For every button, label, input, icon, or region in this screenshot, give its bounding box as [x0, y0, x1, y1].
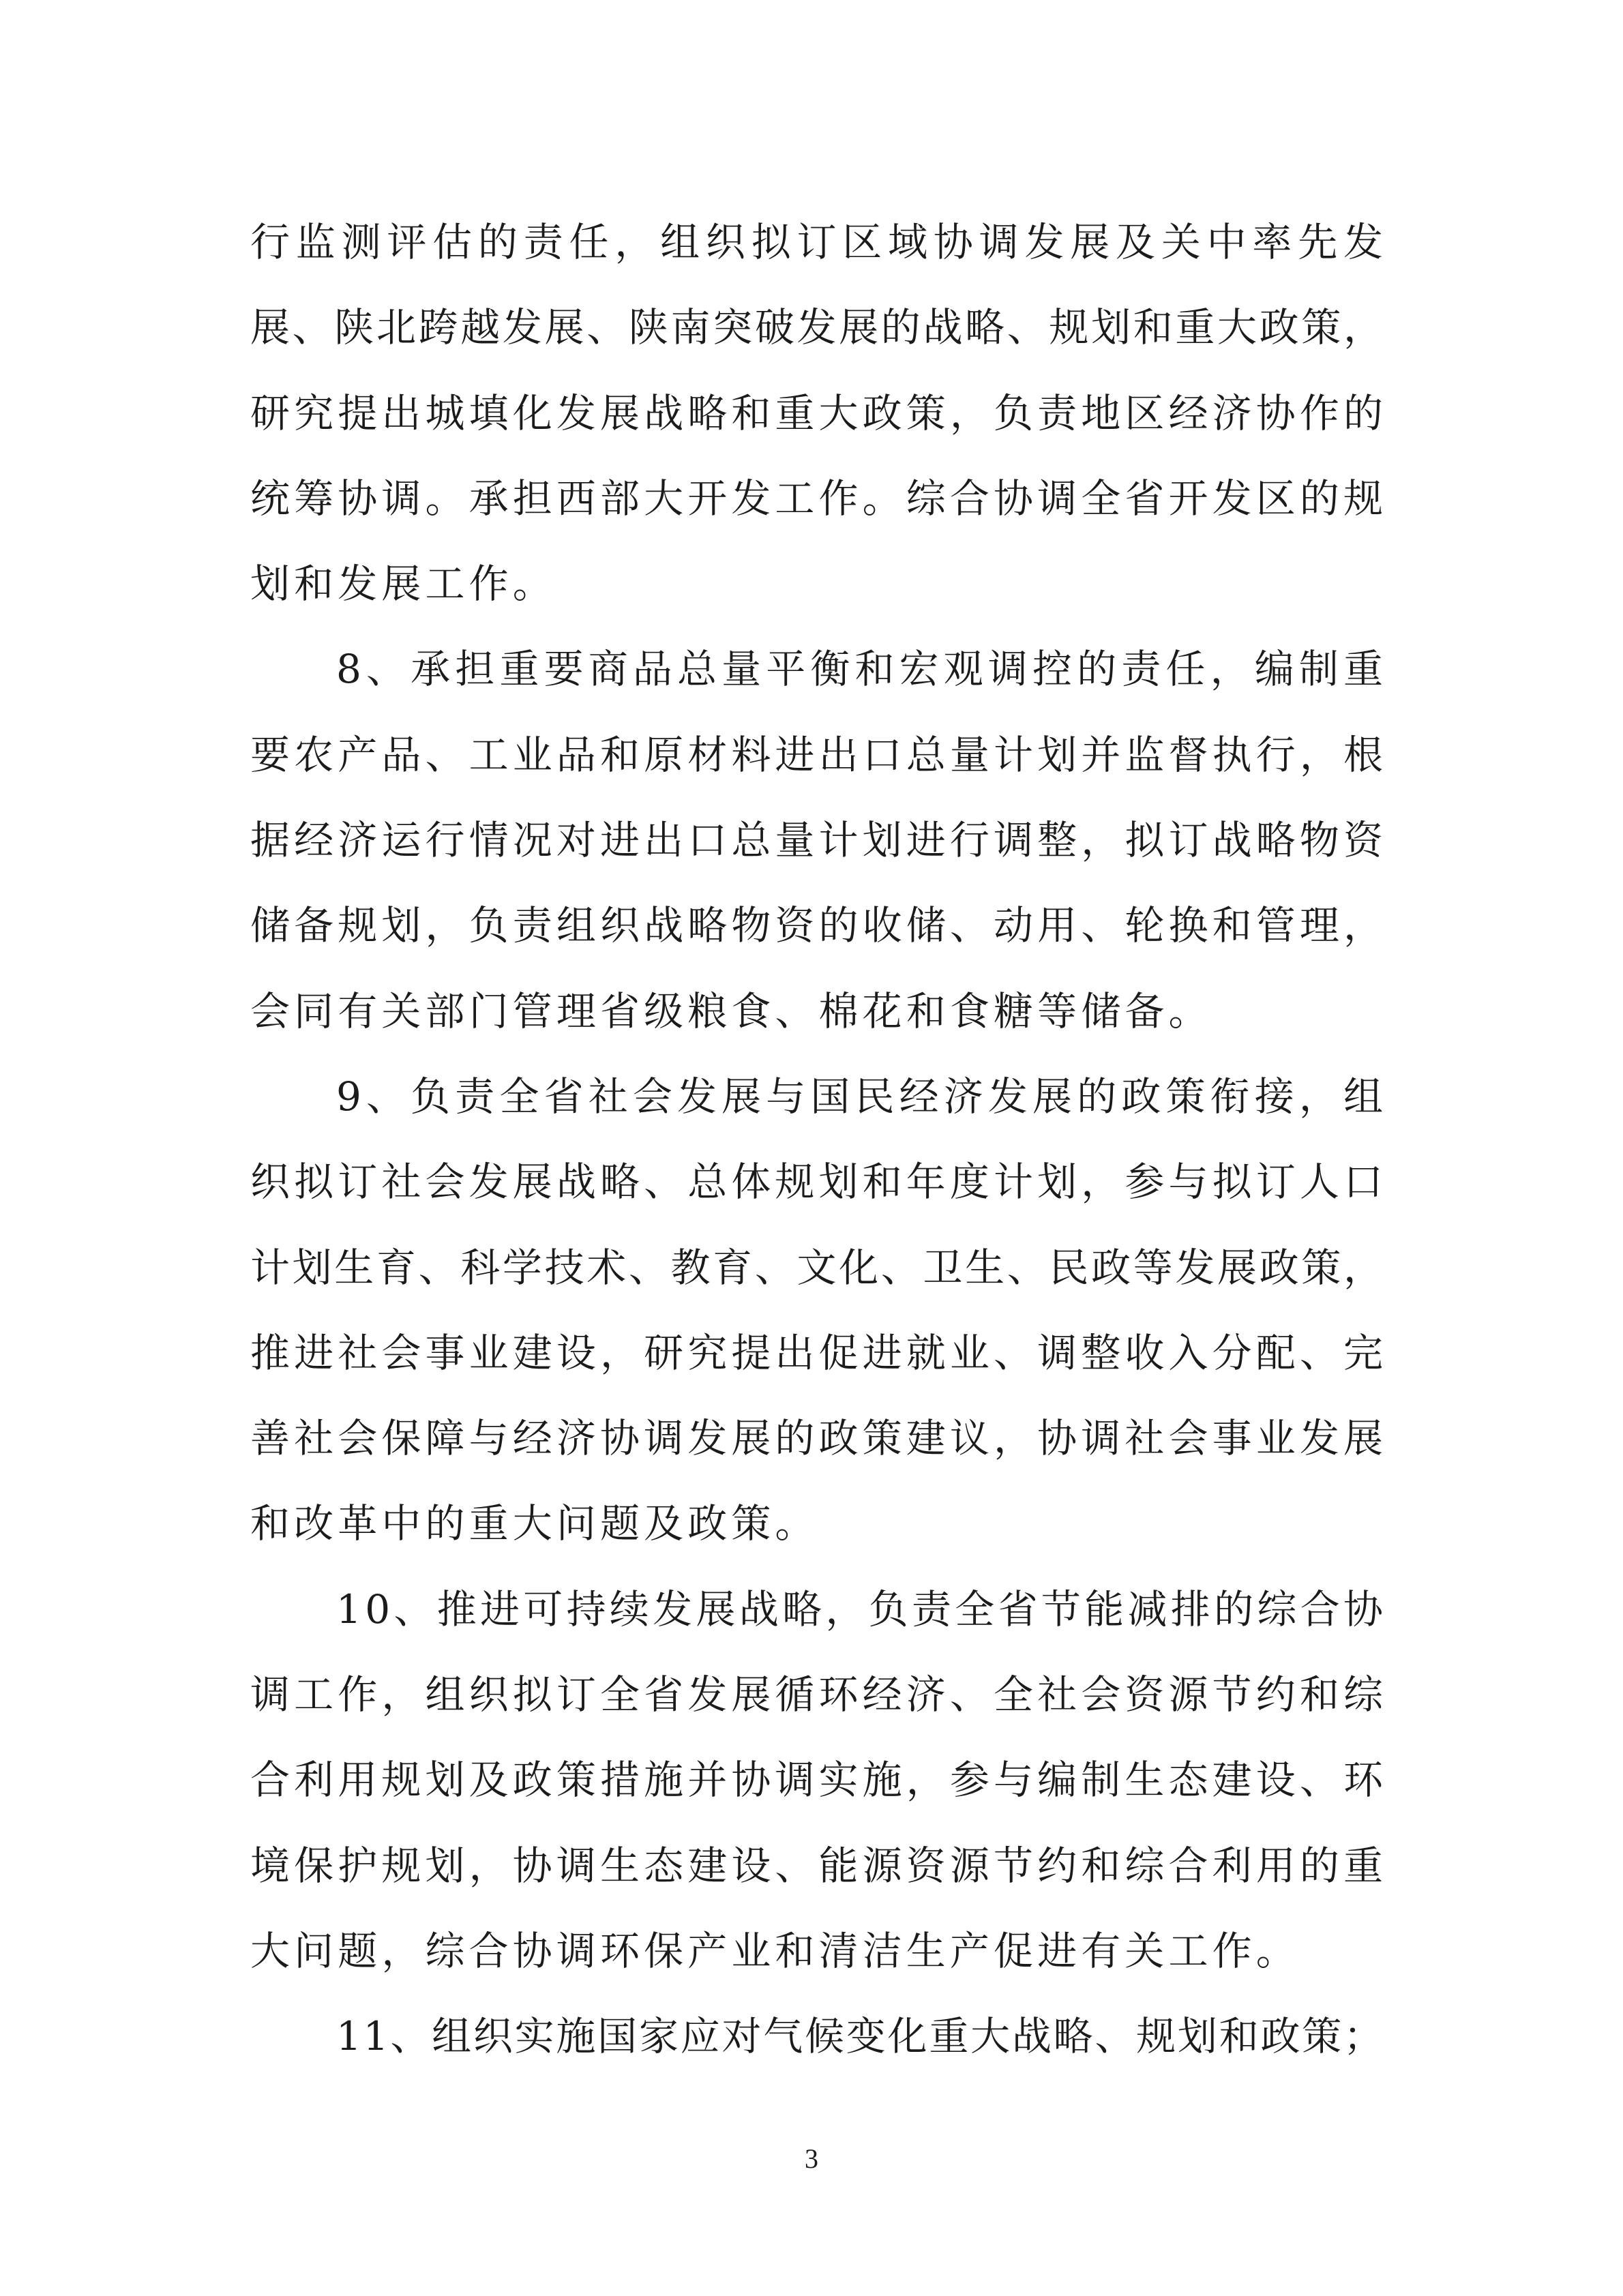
line-text: 储备规划，负责组织战略物资的收储、动用、轮换和管理， — [250, 902, 1388, 949]
text-line — [250, 1396, 1388, 1481]
text-line — [250, 1738, 1388, 1823]
text-line — [250, 798, 1388, 883]
text-line — [250, 1481, 1383, 1566]
text-line — [250, 1054, 1388, 1139]
line-text: 善社会保障与经济协调发展的政策建议，协调社会事业发展 — [250, 1415, 1388, 1462]
text-line — [250, 1139, 1388, 1225]
line-text: 据经济运行情况对进出口总量计划进行调整，拟订战略物资 — [250, 817, 1388, 864]
line-text: 调工作，组织拟订全省发展循环经济、全社会资源节约和综 — [250, 1671, 1388, 1718]
line-text: 8、承担重要商品总量平衡和宏观调控的责任，编制重 — [336, 646, 1388, 693]
body-text — [250, 200, 1389, 2080]
line-text: 划和发展工作。 — [250, 561, 556, 608]
paragraph-item-11 — [250, 1994, 1383, 2079]
line-text: 9、负责全省社会发展与国民经济发展的政策衔接，组 — [336, 1073, 1388, 1120]
text-line — [250, 1225, 1386, 1311]
line-text: 织拟订社会发展战略、总体规划和年度计划，参与拟订人口 — [250, 1159, 1388, 1206]
text-line — [250, 1652, 1388, 1738]
text-line — [250, 371, 1388, 456]
line-text: 会同有关部门管理省级粮食、棉花和食糖等储备。 — [250, 987, 1212, 1034]
text-line — [250, 1823, 1388, 1909]
text-line — [250, 627, 1388, 712]
line-text: 计划生育、科学技术、教育、文化、卫生、民政等发展政策， — [250, 1244, 1386, 1291]
line-text: 大问题，综合协调环保产业和清洁生产促进有关工作。 — [250, 1927, 1300, 1974]
text-line — [250, 883, 1388, 968]
paragraph-continuation — [250, 200, 1389, 627]
line-text: 行监测评估的责任，组织拟订区域协调发展及关中率先发 — [250, 219, 1389, 265]
page-number: 3 — [805, 2143, 818, 2174]
text-line — [250, 541, 1383, 627]
text-line — [250, 285, 1386, 370]
line-text: 和改革中的重大问题及政策。 — [250, 1500, 819, 1547]
text-line — [250, 1311, 1388, 1396]
paragraph-item-9 — [250, 1054, 1388, 1567]
line-text: 境保护规划，协调生态建设、能源资源节约和综合利用的重 — [250, 1842, 1388, 1889]
text-line — [250, 456, 1388, 541]
line-text: 要农产品、工业品和原材料进出口总量计划并监督执行，根 — [250, 731, 1388, 778]
line-text: 推进社会事业建设，研究提出促进就业、调整收入分配、完 — [250, 1329, 1388, 1376]
line-text: 统筹协调。承担西部大开发工作。综合协调全省开发区的规 — [250, 475, 1388, 522]
paragraph-item-8 — [250, 627, 1388, 1054]
line-text: 研究提出城填化发展战略和重大政策，负责地区经济协作的 — [250, 389, 1388, 436]
line-text: 合利用规划及政策措施并协调实施，参与编制生态建设、环 — [250, 1757, 1388, 1804]
line-text: 11、组织实施国家应对气候变化重大战略、规划和政策； — [336, 2013, 1385, 2060]
text-line — [250, 1994, 1383, 2079]
line-text: 展、陕北跨越发展、陕南突破发展的战略、规划和重大政策， — [250, 304, 1386, 351]
text-line — [250, 969, 1383, 1054]
line-text: 10、推进可持续发展战略，负责全省节能减排的综合协 — [336, 1585, 1387, 1632]
text-line — [250, 200, 1389, 285]
text-line — [250, 713, 1388, 798]
paragraph-item-10 — [250, 1567, 1388, 1994]
text-line — [250, 1567, 1387, 1652]
text-line — [250, 1909, 1383, 1994]
